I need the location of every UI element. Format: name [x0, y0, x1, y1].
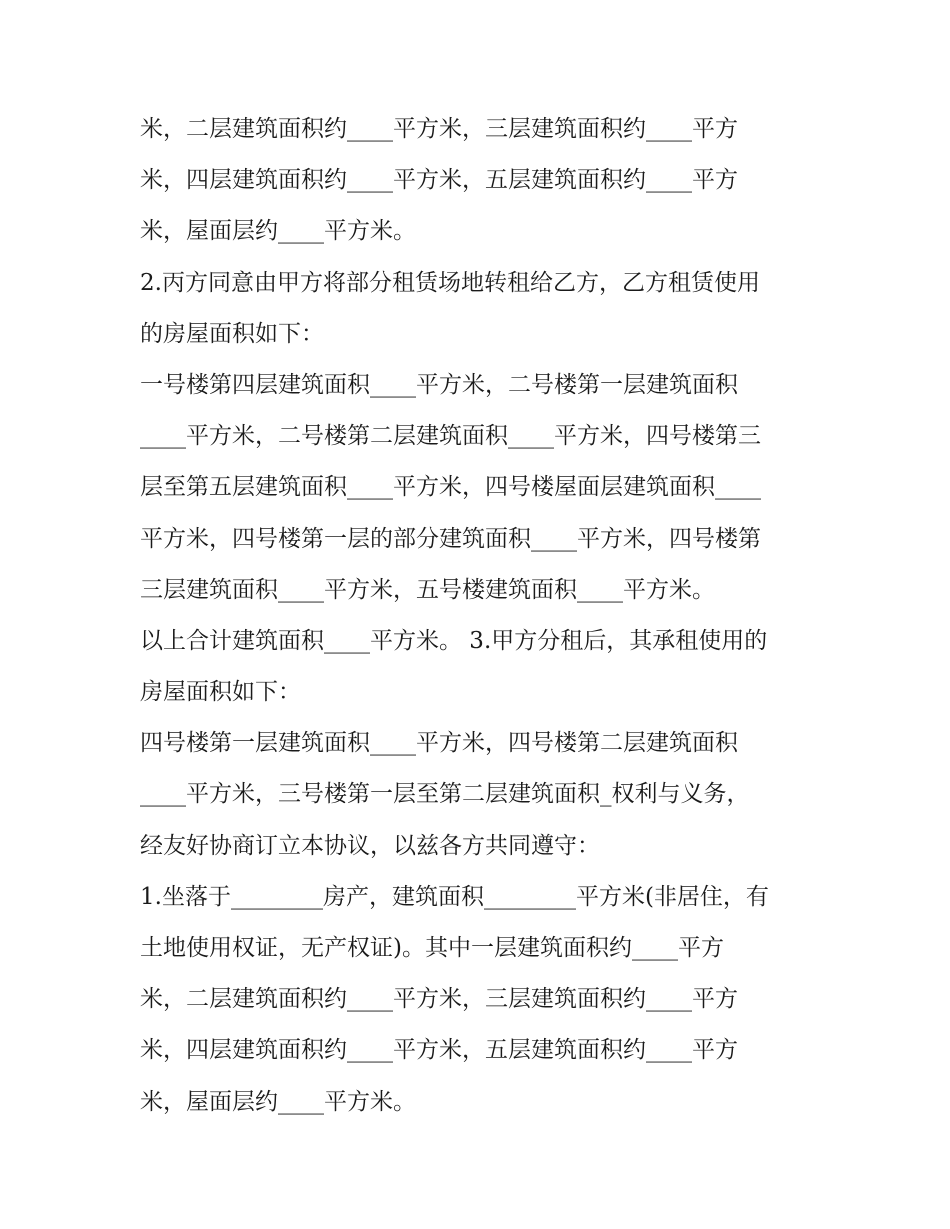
text-line: 米，四层建筑面积约____平方米，五层建筑面积约____平方	[140, 167, 738, 194]
text-line: ____平方米，二号楼第二层建筑面积____平方米，四号楼第三	[140, 423, 761, 450]
text-line: 四号楼第一层建筑面积____平方米，四号楼第二层建筑面积	[140, 730, 738, 757]
text-line: 米，四层建筑面积约____平方米，五层建筑面积约____平方	[140, 1037, 738, 1064]
text-line: 1.坐落于________房产，建筑面积________平方米(非居住，有	[140, 883, 769, 910]
text-line: 米，屋面层约____平方米。	[140, 218, 416, 245]
text-line: 以上合计建筑面积____平方米。 3.甲方分租后，其承租使用的	[140, 627, 768, 654]
text-line: 平方米，四号楼第一层的部分建筑面积____平方米，四号楼第	[140, 525, 761, 552]
text-line: 米，屋面层约____平方米。	[140, 1088, 416, 1115]
text-line: 米，二层建筑面积约____平方米，三层建筑面积约____平方	[140, 116, 738, 142]
text-line: 土地使用权证，无产权证)。其中一层建筑面积约____平方	[140, 935, 724, 961]
text-line: ____平方米，三号楼第一层至第二层建筑面积_权利与义务，	[140, 781, 750, 808]
text-line: 房屋面积如下：	[140, 679, 301, 706]
text-line: 三层建筑面积____平方米，五号楼建筑面积____平方米。	[140, 576, 715, 603]
text-line: 的房屋面积如下：	[140, 320, 324, 347]
document-body	[140, 104, 820, 1128]
text-line: 经友好协商订立本协议，以兹各方共同遵守：	[140, 832, 600, 859]
text-line: 层至第五层建筑面积____平方米，四号楼屋面层建筑面积____	[140, 474, 761, 501]
text-line: 一号楼第四层建筑面积____平方米，二号楼第一层建筑面积	[140, 371, 738, 398]
text-line: 米，二层建筑面积约____平方米，三层建筑面积约____平方	[140, 986, 738, 1013]
text-line: 2.丙方同意由甲方将部分租赁场地转租给乙方，乙方租赁使用	[140, 269, 760, 296]
